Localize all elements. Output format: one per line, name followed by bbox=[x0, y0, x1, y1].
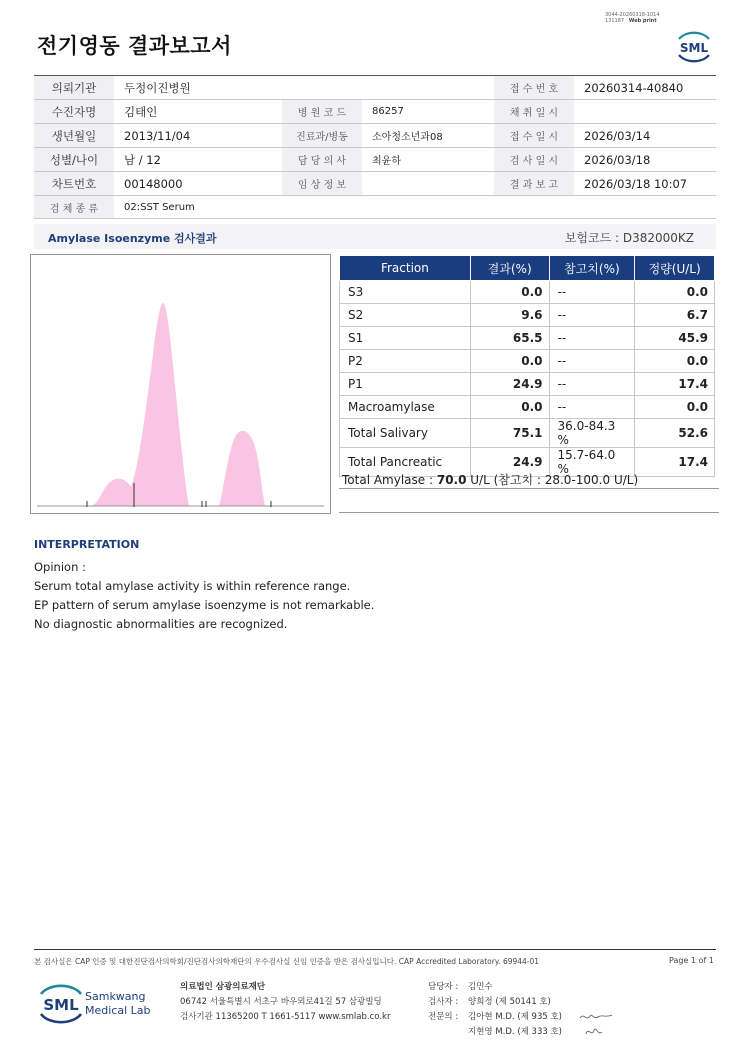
info-label: 접 수 일 시 bbox=[494, 124, 574, 148]
svg-text:SML: SML bbox=[43, 996, 79, 1014]
quantity-value: 0.0 bbox=[635, 350, 715, 373]
report-title: 전기영동 결과보고서 bbox=[37, 34, 232, 58]
col-reference: 참고치(%) bbox=[549, 256, 635, 281]
interpretation-line: Opinion : bbox=[34, 560, 86, 574]
fraction-name: P1 bbox=[340, 373, 471, 396]
reference-range: -- bbox=[549, 350, 635, 373]
info-row bbox=[34, 148, 716, 172]
info-value bbox=[574, 100, 716, 124]
results-row bbox=[340, 327, 715, 350]
info-value: 86257 bbox=[362, 100, 494, 124]
quantity-value: 17.4 bbox=[635, 448, 715, 477]
info-value: 2013/11/04 bbox=[114, 124, 282, 148]
info-empty bbox=[282, 76, 362, 100]
fraction-name: Macroamylase bbox=[340, 396, 471, 419]
info-value: 남 / 12 bbox=[114, 148, 282, 172]
fraction-name: Total Salivary bbox=[340, 419, 471, 448]
electropherogram-curve bbox=[37, 303, 324, 506]
electropherogram bbox=[30, 254, 331, 514]
info-value: 두정이진병원 bbox=[114, 76, 282, 100]
result-percent: 75.1 bbox=[470, 419, 549, 448]
col-fraction: Fraction bbox=[340, 256, 471, 281]
col-quantity: 정량(U/L) bbox=[635, 256, 715, 281]
info-value: 2026/03/18 10:07 bbox=[574, 172, 716, 196]
info-value: 최윤하 bbox=[362, 148, 494, 172]
reference-range: -- bbox=[549, 281, 635, 304]
interpretation-line: Serum total amylase activity is within reference range. bbox=[34, 579, 351, 593]
info-label: 진료과/병동 bbox=[282, 124, 362, 148]
quantity-value: 45.9 bbox=[635, 327, 715, 350]
divider bbox=[339, 488, 719, 489]
interpretation-line: EP pattern of serum amylase isoenzyme is not remarkable. bbox=[34, 598, 375, 612]
reference-range: -- bbox=[549, 327, 635, 350]
col-result: 결과(%) bbox=[470, 256, 549, 281]
signature-image bbox=[578, 1008, 618, 1040]
info-label: 생년월일 bbox=[34, 124, 114, 148]
info-empty bbox=[362, 76, 494, 100]
info-value: 소아청소년과08 bbox=[362, 124, 494, 148]
page-number: Page 1 of 1 bbox=[669, 956, 714, 965]
info-row bbox=[34, 100, 716, 124]
total-amylase: Total Amylase : 70.0 U/L (참고치 : 28.0-100.0 U/L) bbox=[342, 473, 639, 487]
svg-text:Medical Lab: Medical Lab bbox=[85, 1004, 151, 1017]
results-header-row bbox=[340, 256, 715, 281]
reference-range: -- bbox=[549, 304, 635, 327]
result-percent: 9.6 bbox=[470, 304, 549, 327]
results-row bbox=[340, 419, 715, 448]
result-percent: 0.0 bbox=[470, 396, 549, 419]
info-value: 20260314-40840 bbox=[574, 76, 716, 100]
document-code: 3044-20260318-1014 131187 Web print bbox=[605, 12, 660, 24]
results-row bbox=[340, 350, 715, 373]
info-value: 김태인 bbox=[114, 100, 282, 124]
info-row bbox=[34, 124, 716, 148]
electropherogram-plot bbox=[31, 255, 330, 513]
info-value: 00148000 bbox=[114, 172, 282, 196]
info-row bbox=[34, 172, 716, 196]
fraction-name: S3 bbox=[340, 281, 471, 304]
results-row bbox=[340, 373, 715, 396]
info-label: 채 취 일 시 bbox=[494, 100, 574, 124]
results-row bbox=[340, 304, 715, 327]
specimen-label: 검 체 종 류 bbox=[34, 196, 114, 219]
info-row bbox=[34, 196, 716, 219]
info-value bbox=[362, 172, 494, 196]
svg-text:SML: SML bbox=[679, 41, 709, 55]
reference-range: -- bbox=[549, 396, 635, 419]
info-label: 결 과 보 고 bbox=[494, 172, 574, 196]
result-percent: 65.5 bbox=[470, 327, 549, 350]
result-section-header bbox=[34, 224, 716, 249]
info-row bbox=[34, 76, 716, 100]
results-table bbox=[339, 255, 715, 477]
info-label: 성별/나이 bbox=[34, 148, 114, 172]
section-title: Amylase Isoenzyme 검사결과 bbox=[48, 232, 217, 245]
info-label: 담 당 의 사 bbox=[282, 148, 362, 172]
fraction-name: S2 bbox=[340, 304, 471, 327]
quantity-value: 0.0 bbox=[635, 396, 715, 419]
insurance-code: 보험코드 : D382000KZ bbox=[564, 231, 694, 245]
fraction-name: Total Pancreatic bbox=[340, 448, 471, 477]
info-label: 임 상 정 보 bbox=[282, 172, 362, 196]
info-value: 2026/03/14 bbox=[574, 124, 716, 148]
result-percent: 24.9 bbox=[470, 373, 549, 396]
specimen-value: 02:SST Serum bbox=[114, 196, 716, 219]
reference-range: 36.0-84.3 % bbox=[549, 419, 635, 448]
result-percent: 0.0 bbox=[470, 350, 549, 373]
info-label: 접 수 번 호 bbox=[494, 76, 574, 100]
info-value: 2026/03/18 bbox=[574, 148, 716, 172]
quantity-value: 0.0 bbox=[635, 281, 715, 304]
footer-divider bbox=[34, 949, 716, 950]
sml-logo-icon bbox=[673, 27, 715, 67]
staff-list: 담당자 : 김민수 검사자 : 양희정 (제 50141 호) 전문의 : 김아현 M.D. (제 935 호) 지현영 M.D. (제 333 호) bbox=[428, 982, 563, 1037]
divider bbox=[339, 512, 719, 513]
results-row bbox=[340, 281, 715, 304]
interpretation-text bbox=[34, 558, 374, 634]
lab-info: 의료법인 삼광의료재단 06742 서울특별시 서초구 바우뫼로41길 57 삼광빌딩 검사기관 11365200 T 1661-5117 www.smlab.co.kr bbox=[180, 982, 391, 1022]
info-label: 의뢰기관 bbox=[34, 76, 114, 100]
result-percent: 0.0 bbox=[470, 281, 549, 304]
reference-range: -- bbox=[549, 373, 635, 396]
info-label: 수진자명 bbox=[34, 100, 114, 124]
reference-range: 15.7-64.0 % bbox=[549, 448, 635, 477]
fraction-name: P2 bbox=[340, 350, 471, 373]
interpretation-line: No diagnostic abnormalities are recognized. bbox=[34, 617, 288, 631]
fraction-name: S1 bbox=[340, 327, 471, 350]
info-label: 차트번호 bbox=[34, 172, 114, 196]
results-row bbox=[340, 396, 715, 419]
result-percent: 24.9 bbox=[470, 448, 549, 477]
interpretation-heading: INTERPRETATION bbox=[34, 538, 140, 551]
samkwang-logo-icon bbox=[37, 980, 157, 1026]
info-label: 검 사 일 시 bbox=[494, 148, 574, 172]
patient-info-table bbox=[34, 75, 716, 219]
accreditation-note: 본 검사실은 CAP 인증 및 대한진단검사의학회/진단검사의학재단의 우수검사실 신임 인증을 받은 검사실입니다. CAP Accredited Laboratory. 69944-01 bbox=[34, 957, 540, 966]
quantity-value: 52.6 bbox=[635, 419, 715, 448]
quantity-value: 6.7 bbox=[635, 304, 715, 327]
svg-text:Samkwang: Samkwang bbox=[85, 990, 146, 1003]
info-label: 병 원 코 드 bbox=[282, 100, 362, 124]
quantity-value: 17.4 bbox=[635, 373, 715, 396]
